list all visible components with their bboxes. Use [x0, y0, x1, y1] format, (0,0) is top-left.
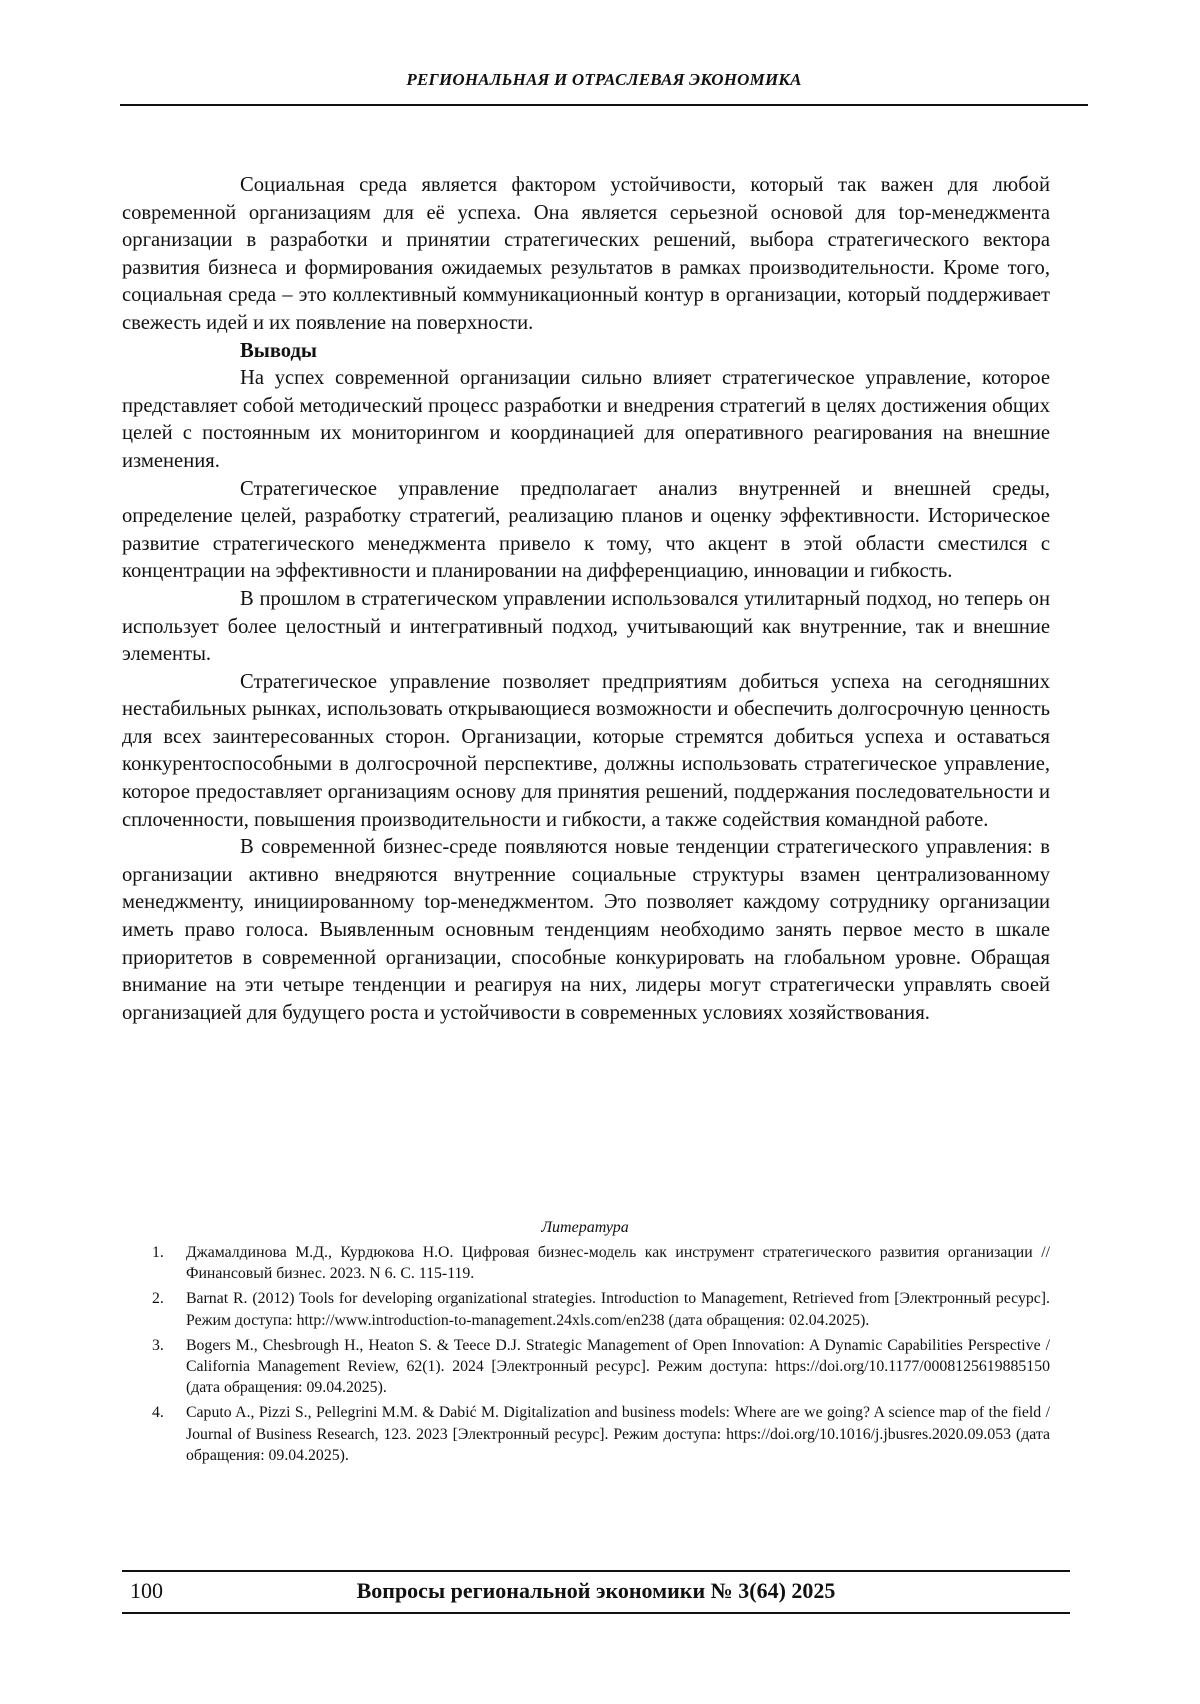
reference-item [152, 1242, 1050, 1284]
journal-title: Вопросы региональной экономики № 3(64) 2025 [356, 1578, 836, 1603]
reference-text: Bogers M., Chesbrough H., Heaton S. & Teece D.J. Strategic Management of Open Innovation: A Dynamic Capabilities Perspective / California Management Review, 62(1). 2024 [Электронный ресурс]. Режим доступа: https://doi.org/10.1177/0008125619885150 (дата обращения: 09.04.2025). [186, 1336, 1050, 1397]
conclusions-heading: Выводы [240, 339, 317, 362]
intro-paragraph: Социальная среда является фактором устойчивости, который так важен для любой современной организациям для её успеха. Она является серьезной основой для top-менеджмента организации в разработки и принятии стратегических решений, выбора стратегического вектора развития бизнеса и формирования ожидаемых результатов в рамках производительности. Кроме того, социальная среда – это коллективный коммуникационный контур в организации, который поддерживает свежесть идей и их появление на поверхности. [122, 174, 1050, 334]
references-heading: Литература [541, 1219, 629, 1236]
reference-number: 2. [152, 1290, 164, 1308]
reference-item [152, 1335, 1050, 1399]
reference-text: Джамалдинова М.Д., Курдюкова Н.О. Цифровая бизнес-модель как инструмент стратегического развития организации // Финансовый бизнес. 2023. N 6. С. 115-119. [186, 1244, 1050, 1283]
reference-text: Caputo A., Pizzi S., Pellegrini M.M. & Dabić M. Digitalization and business models: Where are we going? A science map of the field / Journal of Business Research, 123. 2023 [Электронный ресурс]. Режим доступа: https://doi.org/10.1016/j.jbusres.2020.09.053 (дата обращения: 09.04.2025). [186, 1404, 1050, 1464]
conclusion-paragraph-1: На успех современной организации сильно влияет стратегическое управление, которое представляет собой методический процесс разработки и внедрения стратегий в целях достижения общих целей с постоянным их мониторингом и координацией для оперативного реагирования на внешние изменения. [122, 367, 1050, 472]
page-number: 100 [130, 1578, 163, 1603]
reference-item [152, 1402, 1050, 1466]
header-divider [120, 104, 1088, 106]
article-body [122, 172, 1050, 1027]
conclusion-paragraph-5: В современной бизнес-среде появляются новые тенденции стратегического управления: в организации активно внедряются внутренние социальные структуры взамен централизованному менеджменту, инициированному top-менеджментом. Это позволяет каждому сотруднику организации иметь право голоса. Выявленным основным тенденциям необходимо занять первое место в шкале приоритетов в современной организации, способные конкурировать на глобальном уровне. Обращая внимание на эти четыре тенденции и реагируя на них, лидеры могут стратегически управлять своей организацией для будущего роста и устойчивости в современных условиях хозяйствования. [122, 836, 1050, 1024]
conclusion-paragraph-3: В прошлом в стратегическом управлении использовался утилитарный подход, но теперь он использует более целостный и интегративный подход, учитывающий как внутренние, так и внешние элементы. [122, 587, 1050, 666]
reference-number: 4. [152, 1404, 164, 1422]
conclusion-paragraph-4: Стратегическое управление позволяет предприятиям добиться успеха на сегодняшних нестабильных рынках, использовать открывающиеся возможности и обеспечить долгосрочную ценность для всех заинтересованных сторон. Организации, которые стремятся добиться успеха и оставаться конкурентоспособными в долгосрочной перспективе, должны использовать стратегическое управление, которое предоставляет организациям основу для принятия решений, поддержания последовательности и сплоченности, повышения производительности и гибкости, а также содействия командной работе. [122, 670, 1050, 831]
footer-divider-top [122, 1570, 1070, 1572]
conclusion-paragraph-2: Стратегическое управление предполагает анализ внутренней и внешней среды, определение целей, разработку стратегий, реализацию планов и оценку эффективности. Историческое развитие стратегического менеджмента привело к тому, что акцент в этой области сместился с концентрации на эффективности и планировании на дифференциацию, инновации и гибкость. [122, 477, 1050, 583]
reference-item [152, 1288, 1050, 1330]
footer-divider-bottom [122, 1612, 1070, 1614]
reference-number: 3. [152, 1336, 164, 1354]
running-header-title: РЕГИОНАЛЬНАЯ И ОТРАСЛЕВАЯ ЭКОНОМИКА [406, 70, 802, 89]
reference-text: Barnat R. (2012) Tools for developing organizational strategies. Introduction to Management, Retrieved from [Электронный ресурс]. Режим доступа: http://www.introduction-to-management.24xls.com/en238 (дата обращения: 02.04.2025). [186, 1290, 1050, 1329]
references-list [152, 1242, 1050, 1470]
reference-number: 1. [152, 1244, 164, 1261]
